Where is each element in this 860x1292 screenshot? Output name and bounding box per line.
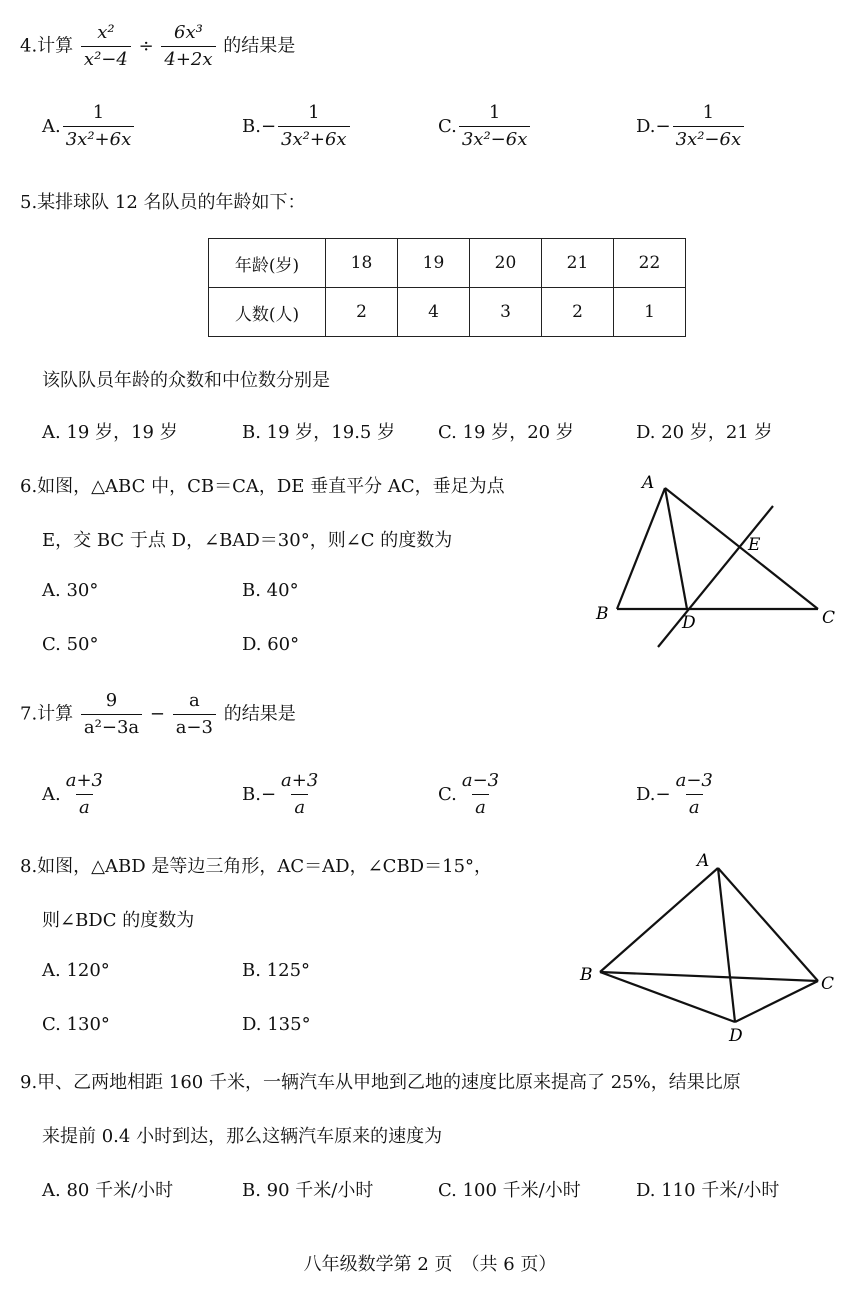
segment-ac [718,868,818,981]
q7-option-b[interactable]: B. − $\frac{a+3}{a}$ [242,770,319,818]
segment-ab [600,868,718,972]
segment-ad [718,868,735,1022]
table-cell: 2 [326,288,398,337]
table-cell: 2 [542,288,614,337]
q7-fraction-1: $\frac{9}{\text{a²−3a}}$ [81,690,142,739]
q6-option-a[interactable]: A. 30° [42,580,99,601]
label-c: C [821,974,835,994]
table-cell: 3 [470,288,542,337]
q4-stem: 4.计算 $\frac{\text{x²}}{\text{x²−4}}$ ÷ $\frac{\text{6x³}}{4+2x}$ 的结果是 [20,22,296,70]
label-c: C [822,608,836,628]
table-cell: 19 [398,239,470,288]
q8-stem-line1: 8.如图，△ABD 是等边三角形，AC＝AD，∠CBD＝15°， [20,856,493,877]
q6-stem-line2: E，交 BC 于点 D，∠BAD＝30°，则∠C 的度数为 [42,530,453,551]
q4-option-c[interactable]: C. $\frac{1}{\text{3x²−6x}}$ [438,102,532,151]
q8-option-b[interactable]: B. 125° [242,960,311,981]
segment-cd [735,981,818,1022]
table-cell: 20 [470,239,542,288]
q5-question: 该队队员年龄的众数和中位数分别是 [42,370,330,391]
q9-option-d[interactable]: D. 110 千米/小时 [636,1180,780,1201]
q5-stem: 5.某排球队 12 名队员的年龄如下： [20,192,306,213]
segment-ac [665,488,818,609]
q9-stem-line2: 来提前 0.4 小时到达，那么这辆汽车原来的速度为 [42,1126,443,1147]
q9-option-c[interactable]: C. 100 千米/小时 [438,1180,581,1201]
q9-option-b[interactable]: B. 90 千米/小时 [242,1180,374,1201]
label-b: B [596,604,609,624]
table-cell: 1 [614,288,686,337]
label-d: D [682,613,696,633]
q5-option-c[interactable]: C. 19 岁，20 岁 [438,422,574,443]
q4-fraction-2: $\frac{\text{6x³}}{4+2x}$ [161,22,215,71]
q7-option-d[interactable]: D. − $\frac{a-3}{a}$ [636,770,713,818]
label-b: B [580,965,593,985]
q5-option-d[interactable]: D. 20 岁，21 岁 [636,422,773,443]
q8-option-a[interactable]: A. 120° [42,960,110,981]
q6-stem-line1: 6.如图，△ABC 中，CB＝CA，DE 垂直平分 AC，垂足为点 [20,476,505,497]
age-table [208,238,686,337]
q6-option-d[interactable]: D. 60° [242,634,300,655]
q5-option-b[interactable]: B. 19 岁，19.5 岁 [242,422,396,443]
q7-option-c[interactable]: C. $\frac{a-3}{a}$ [438,770,500,818]
table-row [209,288,686,337]
q6-option-c[interactable]: C. 50° [42,634,99,655]
table-cell: 21 [542,239,614,288]
table-header-count: 人数(人) [209,288,326,337]
q6-triangle-figure [590,466,846,656]
q4-option-b[interactable]: B. − $\frac{1}{\text{3x²+6x}}$ [242,102,352,151]
q8-option-d[interactable]: D. 135° [242,1014,311,1035]
table-row [209,239,686,288]
q8-triangle-figure [575,848,845,1048]
label-e: E [748,535,761,555]
q7-option-a[interactable]: A. $\frac{a+3}{a}$ [42,770,103,818]
segment-bd [600,972,735,1022]
label-a: A [642,473,655,493]
q5-option-a[interactable]: A. 19 岁，19 岁 [42,422,178,443]
q4-fraction-1: $\frac{\text{x²}}{\text{x²−4}}$ [81,22,131,71]
q4-option-d[interactable]: D. − $\frac{1}{\text{3x²−6x}}$ [636,102,746,151]
label-d: D [729,1026,743,1046]
segment-ad [665,488,687,609]
q4-option-a[interactable]: A. $\frac{1}{\text{3x²+6x}}$ [42,102,136,151]
table-header-age: 年龄(岁) [209,239,326,288]
q7-fraction-2: $\frac{a}{a-3}$ [173,690,216,739]
table-cell: 4 [398,288,470,337]
q7-stem: 7.计算 $\frac{9}{\text{a²−3a}}$ − $\frac{a}{a-3}$ 的结果是 [20,690,296,738]
q6-option-b[interactable]: B. 40° [242,580,299,601]
q9-option-a[interactable]: A. 80 千米/小时 [42,1180,174,1201]
q9-stem-line1: 9.甲、乙两地相距 160 千米，一辆汽车从甲地到乙地的速度比原来提高了 25%，结果比原 [20,1072,741,1093]
segment-ab [617,488,665,609]
label-a: A [697,851,710,871]
table-cell: 18 [326,239,398,288]
q8-stem-line2: 则∠BDC 的度数为 [42,910,195,931]
segment-bc [600,972,818,981]
page-footer: 八年级数学第 2 页 （共 6 页） [303,1254,557,1275]
table-cell: 22 [614,239,686,288]
q8-option-c[interactable]: C. 130° [42,1014,110,1035]
